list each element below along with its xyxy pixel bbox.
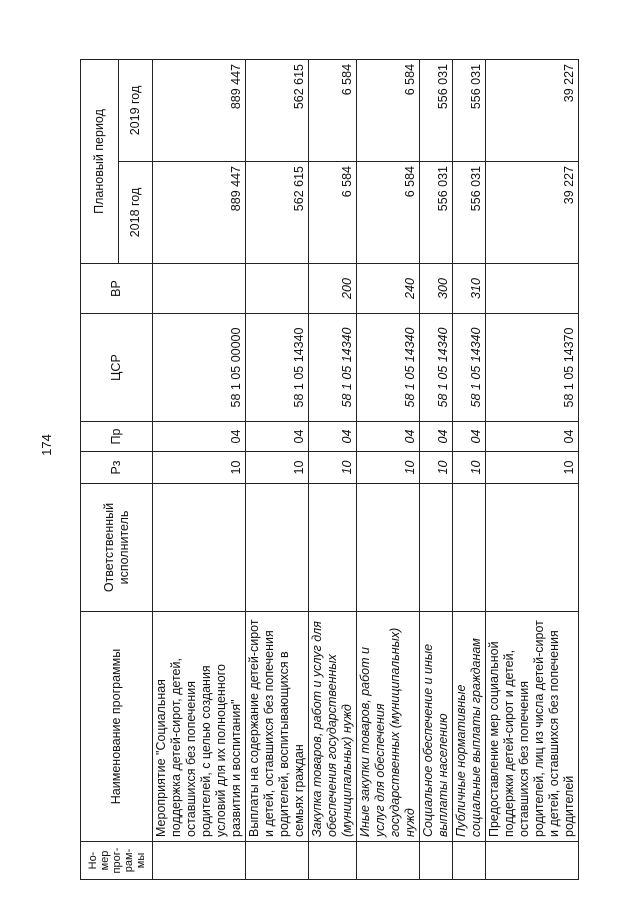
- cell-number: [246, 842, 309, 880]
- cell-rz: 10: [486, 452, 579, 484]
- page-number: 174: [39, 434, 54, 456]
- cell-name: Закупка товаров, работ и услуг для обеспечения государственных (муниципальных) нужд: [309, 612, 357, 842]
- cell-2018: 889 447: [153, 162, 246, 264]
- budget-table: [80, 59, 579, 880]
- cell-vr: 240: [357, 264, 420, 314]
- cell-2018: 556 031: [453, 162, 486, 264]
- header-vr: ВР: [81, 264, 153, 314]
- cell-number: [153, 842, 246, 880]
- cell-executor: [153, 484, 246, 612]
- cell-number: [420, 842, 453, 880]
- table-row: [309, 59, 357, 879]
- cell-vr: [246, 264, 309, 314]
- cell-number: [453, 842, 486, 880]
- header-program-name: Наименование программы: [81, 612, 153, 842]
- cell-rz: 10: [153, 452, 246, 484]
- cell-vr: 200: [309, 264, 357, 314]
- header-year-2019: 2019 год: [119, 59, 153, 161]
- cell-name: Публичные нормативные социальные выплаты гражданам: [453, 612, 486, 842]
- cell-2019: 562 615: [246, 59, 309, 161]
- cell-pr: 04: [309, 422, 357, 452]
- cell-csr: 58 1 05 14340: [309, 314, 357, 422]
- cell-name: Иные закупки товаров, работ и услуг для обеспечения государственных (муниципальных) нужд: [357, 612, 420, 842]
- cell-number: [486, 842, 579, 880]
- cell-2019: 6 584: [357, 59, 420, 161]
- cell-2019: 556 031: [420, 59, 453, 161]
- cell-csr: 58 1 05 00000: [153, 314, 246, 422]
- cell-2018: 556 031: [420, 162, 453, 264]
- header-pr: Пр: [81, 422, 153, 452]
- cell-name: Выплаты на содержание детей-сирот и детей, оставшихся без попечения родителей, воспитывающихся в семьях граждан: [246, 612, 309, 842]
- cell-vr: [153, 264, 246, 314]
- cell-2018: 6 584: [309, 162, 357, 264]
- header-csr: ЦСР: [81, 314, 153, 422]
- cell-number: [309, 842, 357, 880]
- cell-executor: [453, 484, 486, 612]
- cell-rz: 10: [420, 452, 453, 484]
- cell-vr: [486, 264, 579, 314]
- cell-vr: 310: [453, 264, 486, 314]
- table-row: [486, 59, 579, 879]
- cell-csr: 58 1 05 14340: [453, 314, 486, 422]
- header-planned-period: Плановый период: [81, 59, 119, 263]
- cell-pr: 04: [357, 422, 420, 452]
- table-row: [453, 59, 486, 879]
- cell-name: Социальное обеспечение и иные выплаты населению: [420, 612, 453, 842]
- cell-number: [357, 842, 420, 880]
- cell-executor: [357, 484, 420, 612]
- cell-csr: 58 1 05 14340: [357, 314, 420, 422]
- cell-pr: 04: [246, 422, 309, 452]
- cell-rz: 10: [357, 452, 420, 484]
- cell-rz: 10: [453, 452, 486, 484]
- cell-pr: 04: [486, 422, 579, 452]
- table-row: [246, 59, 309, 879]
- cell-rz: 10: [246, 452, 309, 484]
- cell-vr: 300: [420, 264, 453, 314]
- header-year-2018: 2018 год: [119, 162, 153, 264]
- header-program-number: Но-мер прог-рам-мы: [81, 842, 153, 880]
- table-row: [357, 59, 420, 879]
- cell-rz: 10: [309, 452, 357, 484]
- cell-executor: [309, 484, 357, 612]
- cell-2018: 39 227: [486, 162, 579, 264]
- cell-executor: [420, 484, 453, 612]
- cell-pr: 04: [153, 422, 246, 452]
- cell-2019: 39 227: [486, 59, 579, 161]
- cell-2019: 556 031: [453, 59, 486, 161]
- cell-2019: 6 584: [309, 59, 357, 161]
- cell-csr: 58 1 05 14340: [246, 314, 309, 422]
- cell-csr: 58 1 05 14370: [486, 314, 579, 422]
- cell-csr: 58 1 05 14340: [420, 314, 453, 422]
- cell-pr: 04: [420, 422, 453, 452]
- cell-executor: [246, 484, 309, 612]
- rotated-table-container: [80, 60, 610, 880]
- cell-name: Предоставление мер социальной поддержки детей-сирот и детей, оставшихся без попечения родителей, лиц из числа детей-сирот и детей, оставшихся без попечения родителей: [486, 612, 579, 842]
- table-row: [153, 59, 246, 879]
- cell-2019: 889 447: [153, 59, 246, 161]
- table-row: [420, 59, 453, 879]
- cell-2018: 6 584: [357, 162, 420, 264]
- header-rz: Рз: [81, 452, 153, 484]
- cell-name: Мероприятие "Социальная поддержка детей-сирот, детей, оставшихся без попечения родителей, с целью создания условий для их полноценного развития и воспитания": [153, 612, 246, 842]
- cell-2018: 562 615: [246, 162, 309, 264]
- cell-executor: [486, 484, 579, 612]
- header-executor: Ответственный исполнитель: [81, 484, 153, 612]
- cell-pr: 04: [453, 422, 486, 452]
